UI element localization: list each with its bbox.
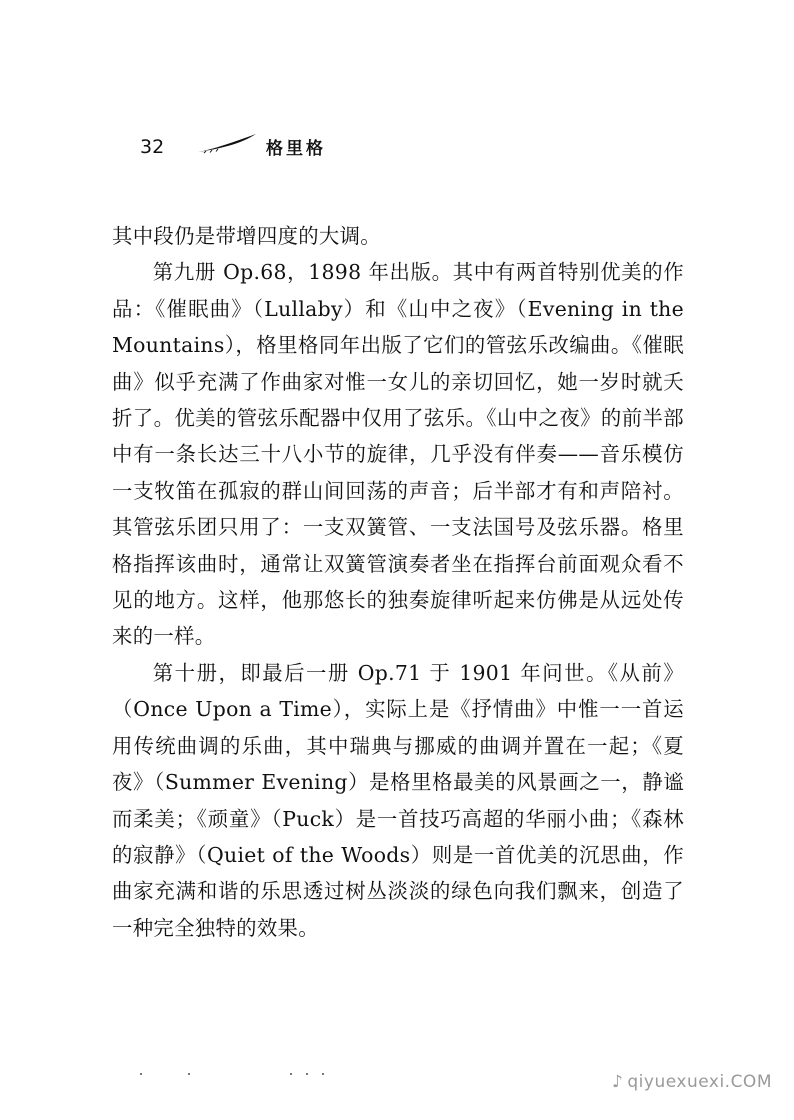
music-note-icon: ♪ [612,1072,624,1092]
body-text [112,218,684,946]
page-header [140,128,440,168]
paragraph: 第十册，即最后一册 Op.71 于 1901 年问世。《从前》（Once Upon a Time），实际上是《抒情曲》中惟一一首运用传统曲调的乐曲，其中瑞典与挪威的曲调并置在一起；《夏夜》（Summer Evening）是格里格最美的风景画之一，静谧而柔美；《顽童》（Puck）是一首技巧高超的华丽小曲；《森林的寂静》（Quiet of the Woods）则是一首优美的沉思曲，作曲家充满和谐的乐思透过树丛淡淡的绿色向我们飘来，创造了一种完全独特的效果。 [112,660,684,940]
paragraph: 第九册 Op.68，1898 年出版。其中有两首特别优美的作品：《催眠曲》（Lullaby）和《山中之夜》（Evening in the Mountains），格里格同年出版了它们的管弦乐改编曲。《催眠曲》似乎充满了作曲家对惟一女儿的亲切回忆，她一岁时就夭折了。优美的管弦乐配器中仅用了弦乐。《山中之夜》的前半部中有一条长达三十八小节的旋律，几乎没有伴奏——音乐模仿一支牧笛在孤寂的群山间回荡的声音；后半部才有和声陪衬。其管弦乐团只用了：一支双簧管、一支法国号及弦乐器。格里格指挥该曲时，通常让双簧管演奏者坐在指挥台前面观众看不见的地方。这样，他那悠长的独奏旋律听起来仿佛是从远处传来的一样。 [112,260,684,649]
site-watermark [612,1072,772,1092]
paragraph: 其中段仍是带增四度的大调。 [112,224,381,248]
watermark-text: qiyuexuexi.COM [627,1072,772,1092]
running-title: 格里格 [266,139,326,159]
quill-ornament-icon [196,132,258,154]
page-number: 32 [140,136,165,158]
